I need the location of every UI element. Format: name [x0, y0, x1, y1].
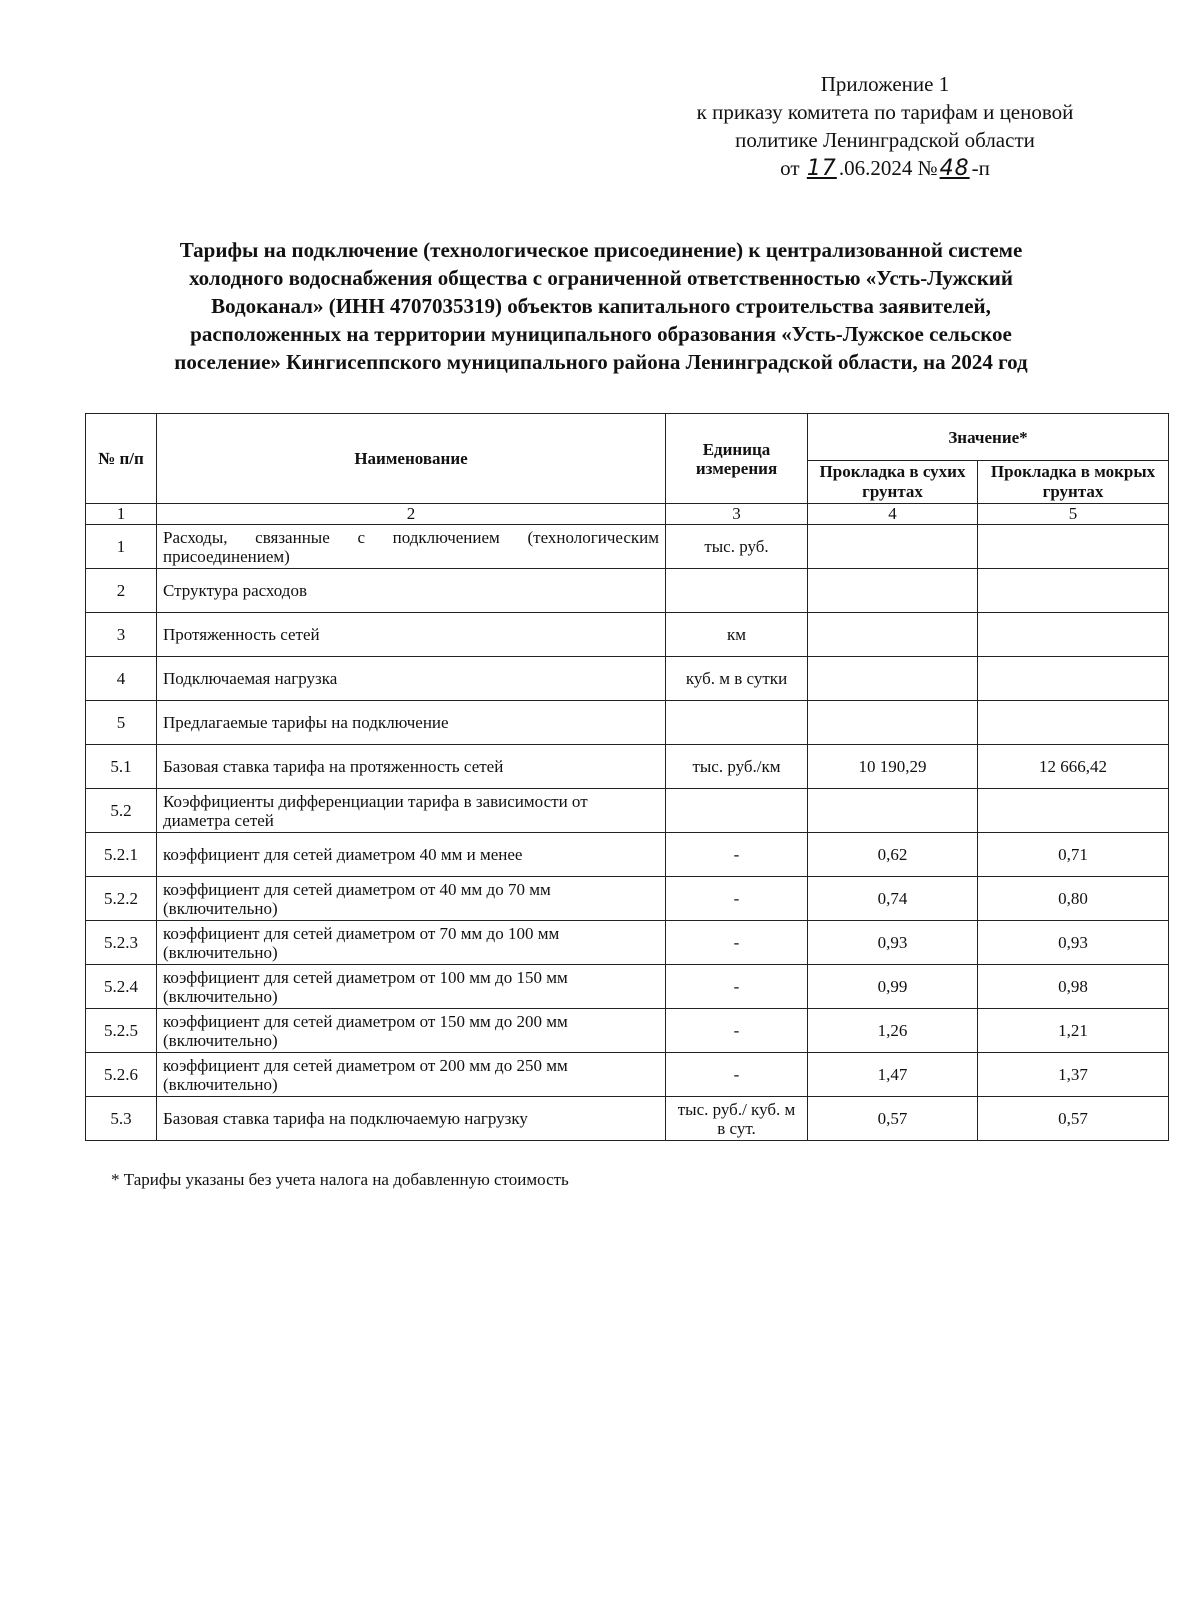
row-wet-value: [978, 613, 1169, 657]
row-unit: тыс. руб./ куб. м в сут.: [666, 1097, 808, 1141]
title-line-2: холодного водоснабжения общества с ограниченной ответственностью «Усть-Лужский: [188, 266, 1013, 290]
header-unit: Единица измерения: [666, 414, 808, 504]
row-unit: куб. м в сутки: [666, 657, 808, 701]
row-dry-value: 0,74: [808, 877, 978, 921]
header-wet: Прокладка в мокрых грунтах: [978, 461, 1169, 504]
column-index-row: [86, 504, 1169, 525]
handwritten-day: 17: [806, 156, 837, 181]
row-num: 5: [86, 701, 157, 745]
table-header-row: [86, 414, 1169, 461]
row-num: 5.2.2: [86, 877, 157, 921]
row-name: Расходы, связанные с подключением (технологическим присоединением): [157, 525, 666, 569]
table-row: [86, 833, 1169, 877]
row-dry-value: [808, 789, 978, 833]
appendix-order-line: к приказу комитета по тарифам и ценовой: [696, 100, 1074, 124]
row-wet-value: [978, 569, 1169, 613]
row-name: коэффициент для сетей диаметром от 200 мм до 250 мм (включительно): [157, 1053, 666, 1097]
row-num: 5.2.6: [86, 1053, 157, 1097]
row-unit: [666, 701, 808, 745]
row-dry-value: 0,62: [808, 833, 978, 877]
row-name: коэффициент для сетей диаметром от 150 мм до 200 мм (включительно): [157, 1009, 666, 1053]
row-dry-value: 1,47: [808, 1053, 978, 1097]
number-suffix: -п: [971, 156, 990, 180]
row-unit: [666, 569, 808, 613]
row-wet-value: [978, 789, 1169, 833]
appendix-label: Приложение 1: [820, 72, 950, 96]
row-wet-value: 1,37: [978, 1053, 1169, 1097]
row-unit: -: [666, 877, 808, 921]
table-row: [86, 965, 1169, 1009]
row-dry-value: 0,57: [808, 1097, 978, 1141]
date-rest: .06.2024 №: [838, 156, 938, 180]
title-line-4: расположенных на территории муниципального образования «Усть-Лужское сельское: [190, 322, 1012, 346]
row-wet-value: 1,21: [978, 1009, 1169, 1053]
row-name: коэффициент для сетей диаметром от 100 мм до 150 мм (включительно): [157, 965, 666, 1009]
tariff-table: [85, 413, 1169, 1141]
row-unit: -: [666, 1009, 808, 1053]
row-wet-value: [978, 525, 1169, 569]
header-num: № п/п: [86, 414, 157, 504]
row-name: Базовая ставка тарифа на протяженность сетей: [157, 745, 666, 789]
row-name: Предлагаемые тарифы на подключение: [157, 701, 666, 745]
row-unit: тыс. руб.: [666, 525, 808, 569]
row-unit: -: [666, 965, 808, 1009]
row-num: 4: [86, 657, 157, 701]
row-dry-value: 10 190,29: [808, 745, 978, 789]
row-num: 2: [86, 569, 157, 613]
row-name: Базовая ставка тарифа на подключаемую нагрузку: [157, 1097, 666, 1141]
row-dry-value: [808, 525, 978, 569]
row-wet-value: 0,80: [978, 877, 1169, 921]
table-row: [86, 789, 1169, 833]
row-num: 5.1: [86, 745, 157, 789]
row-unit: -: [666, 921, 808, 965]
row-unit: -: [666, 1053, 808, 1097]
column-index: 2: [157, 504, 666, 525]
row-unit: км: [666, 613, 808, 657]
row-name: Структура расходов: [157, 569, 666, 613]
table-row: [86, 613, 1169, 657]
row-dry-value: 0,93: [808, 921, 978, 965]
table-row: [86, 525, 1169, 569]
column-index: 1: [86, 504, 157, 525]
title-line-3: Водоканал» (ИНН 4707035319) объектов капитального строительства заявителей,: [211, 294, 991, 318]
row-name: коэффициент для сетей диаметром от 70 мм до 100 мм (включительно): [157, 921, 666, 965]
row-num: 5.2.4: [86, 965, 157, 1009]
header-dry: Прокладка в сухих грунтах: [808, 461, 978, 504]
table-row: [86, 569, 1169, 613]
row-num: 5.2.3: [86, 921, 157, 965]
row-name: Подключаемая нагрузка: [157, 657, 666, 701]
row-num: 5.2.1: [86, 833, 157, 877]
date-prefix: от: [780, 156, 805, 180]
table-row: [86, 1053, 1169, 1097]
table-row: [86, 1009, 1169, 1053]
row-dry-value: [808, 701, 978, 745]
row-wet-value: [978, 701, 1169, 745]
column-index: 5: [978, 504, 1169, 525]
title-line-5: поселение» Кингисеппского муниципального района Ленинградской области, на 2024 год: [174, 350, 1028, 374]
column-index: 4: [808, 504, 978, 525]
row-wet-value: 12 666,42: [978, 745, 1169, 789]
row-dry-value: [808, 657, 978, 701]
row-unit: -: [666, 833, 808, 877]
table-row: [86, 701, 1169, 745]
row-dry-value: 1,26: [808, 1009, 978, 1053]
row-num: 5.3: [86, 1097, 157, 1141]
row-unit: [666, 789, 808, 833]
header-value: Значение*: [808, 414, 1169, 461]
footnote: * Тарифы указаны без учета налога на добавленную стоимость: [111, 1170, 569, 1189]
row-name: коэффициент для сетей диаметром от 40 мм до 70 мм (включительно): [157, 877, 666, 921]
row-wet-value: [978, 657, 1169, 701]
column-index: 3: [666, 504, 808, 525]
row-wet-value: 0,71: [978, 833, 1169, 877]
table-row: [86, 1097, 1169, 1141]
table-row: [86, 921, 1169, 965]
table-row: [86, 657, 1169, 701]
row-wet-value: 0,93: [978, 921, 1169, 965]
row-num: 5.2.5: [86, 1009, 157, 1053]
row-name: Коэффициенты дифференциации тарифа в зависимости от диаметра сетей: [157, 789, 666, 833]
row-name: коэффициент для сетей диаметром 40 мм и менее: [157, 833, 666, 877]
row-num: 3: [86, 613, 157, 657]
table-row: [86, 877, 1169, 921]
row-wet-value: 0,98: [978, 965, 1169, 1009]
row-dry-value: [808, 569, 978, 613]
row-dry-value: [808, 613, 978, 657]
row-name: Протяженность сетей: [157, 613, 666, 657]
appendix-committee-line: политике Ленинградской области: [735, 128, 1035, 152]
row-dry-value: 0,99: [808, 965, 978, 1009]
row-num: 1: [86, 525, 157, 569]
header-name: Наименование: [157, 414, 666, 504]
document-title: [60, 236, 1142, 376]
title-line-1: Тарифы на подключение (технологическое присоединение) к централизованной системе: [179, 238, 1023, 262]
row-wet-value: 0,57: [978, 1097, 1169, 1141]
handwritten-number: 48: [939, 156, 970, 181]
row-unit: тыс. руб./км: [666, 745, 808, 789]
appendix-date-line: [640, 154, 1130, 183]
row-num: 5.2: [86, 789, 157, 833]
table-row: [86, 745, 1169, 789]
appendix-header: [640, 70, 1130, 183]
